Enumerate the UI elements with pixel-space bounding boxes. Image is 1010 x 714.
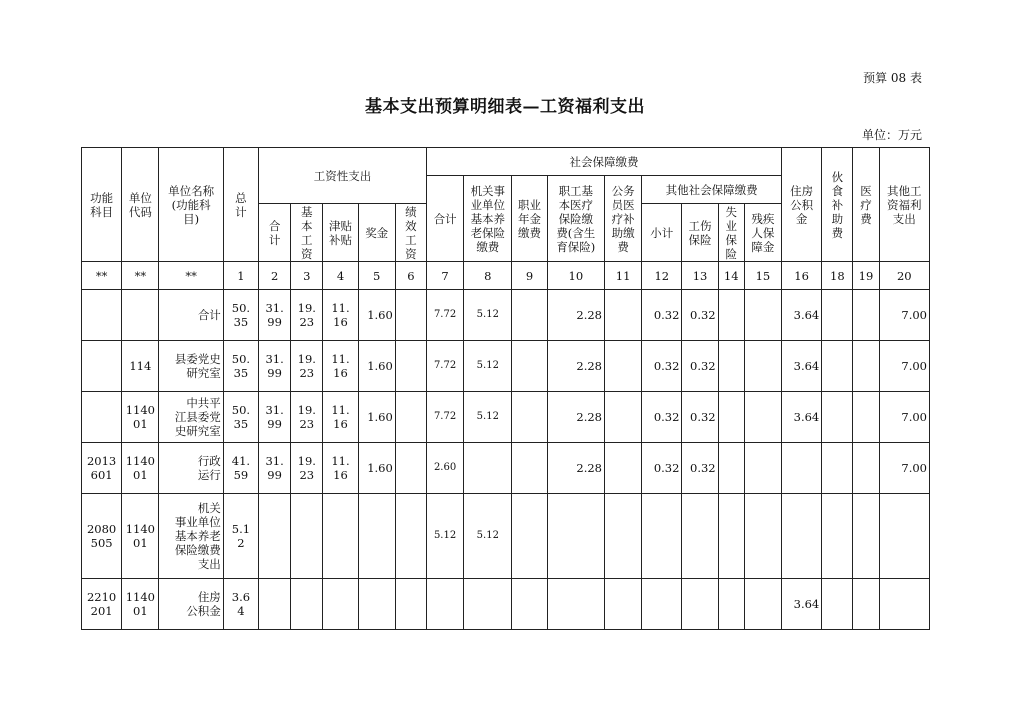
header-civil-medical (604, 176, 641, 262)
table-cell (291, 494, 323, 579)
table-cell (259, 494, 291, 579)
index-cell: 15 (744, 262, 781, 290)
table-cell (547, 494, 604, 579)
table-cell: 5.12 (426, 494, 463, 579)
table-cell: 0.32 (682, 290, 718, 341)
table-cell: 机关 事业单位 基本养老 保险缴费 支出 (159, 494, 223, 579)
index-cell: 6 (395, 262, 426, 290)
header-unemployment (718, 204, 744, 262)
table-cell: 19. 23 (291, 392, 323, 443)
index-cell: 10 (547, 262, 604, 290)
table-cell (718, 494, 744, 579)
header-text: 住房 公积 金 (790, 183, 814, 226)
table-cell (822, 494, 853, 579)
table-cell: 19. 23 (291, 341, 323, 392)
header-text: 伙 食 补 助 费 (831, 169, 844, 240)
table-cell: 1140 01 (122, 392, 159, 443)
table-cell (604, 494, 641, 579)
header-medical-fee (853, 148, 879, 262)
table-cell (604, 579, 641, 630)
table-cell: 41. 59 (223, 443, 258, 494)
header-text: 奖金 (365, 225, 389, 240)
header-pension (464, 176, 512, 262)
header-text: 绩 效 工 资 (405, 204, 417, 261)
table-cell (426, 579, 463, 630)
table-cell: 3.6 4 (223, 579, 258, 630)
header-text: 医 疗 费 (860, 183, 872, 226)
table-cell: 50. 35 (223, 392, 258, 443)
table-cell: 0.32 (642, 341, 682, 392)
header-text: 失 业 保 险 (725, 204, 737, 261)
index-cell: 16 (782, 262, 822, 290)
header-unit-code (122, 148, 159, 262)
table-cell: 5.12 (464, 341, 512, 392)
index-cell: 19 (853, 262, 879, 290)
table-cell (718, 443, 744, 494)
header-text: 小计 (650, 225, 674, 240)
table-cell (879, 494, 929, 579)
index-cell: 9 (512, 262, 547, 290)
header-text: 合 计 (268, 218, 281, 247)
table-cell: 2.60 (426, 443, 463, 494)
table-cell: 11. 16 (323, 290, 358, 341)
index-cell: 7 (426, 262, 463, 290)
header-social-sum (426, 176, 463, 262)
table-cell: 1.60 (358, 443, 395, 494)
table-cell: 1.60 (358, 290, 395, 341)
header-housing-fund (782, 148, 822, 262)
table-cell (395, 579, 426, 630)
header-salary-sum (259, 204, 291, 262)
table-cell: 0.32 (642, 290, 682, 341)
header-annuity (512, 176, 547, 262)
table-row (82, 443, 930, 494)
table-cell: 7.00 (879, 290, 929, 341)
index-cell: 2 (259, 262, 291, 290)
index-cell: 14 (718, 262, 744, 290)
index-cell: 11 (604, 262, 641, 290)
table-cell: 19. 23 (291, 290, 323, 341)
table-cell: 1.60 (358, 341, 395, 392)
table-cell (853, 341, 879, 392)
table-cell (604, 443, 641, 494)
index-cell: ** (122, 262, 159, 290)
table-cell (291, 579, 323, 630)
table-cell (822, 341, 853, 392)
table-cell: 2210 201 (82, 579, 122, 630)
table-cell (259, 579, 291, 630)
table-cell: 50. 35 (223, 341, 258, 392)
table-cell (547, 579, 604, 630)
header-text: 合计 (433, 211, 457, 226)
table-cell (822, 579, 853, 630)
table-cell (358, 579, 395, 630)
table-cell (642, 579, 682, 630)
header-text: 单位名称 (功能科 目) (168, 183, 215, 226)
table-cell (512, 579, 547, 630)
table-cell: 3.64 (782, 579, 822, 630)
table-cell (604, 290, 641, 341)
table-cell: 19. 23 (291, 443, 323, 494)
table-cell: 31. 99 (259, 392, 291, 443)
table-cell: 114 (122, 341, 159, 392)
table-code: 预算 08 表 (863, 71, 922, 85)
table-cell (323, 579, 358, 630)
index-cell: 3 (291, 262, 323, 290)
table-cell: 7.00 (879, 443, 929, 494)
page-title: 基本支出预算明细表—工资福利支出 (365, 97, 645, 117)
table-cell (744, 290, 781, 341)
table-cell: 5.12 (464, 392, 512, 443)
table-cell: 5.12 (464, 290, 512, 341)
table-cell: 5.12 (464, 494, 512, 579)
header-other-social-group (642, 176, 782, 204)
table-cell (82, 290, 122, 341)
table-cell (782, 494, 822, 579)
table-cell (782, 443, 822, 494)
index-cell: 18 (822, 262, 853, 290)
table-cell (718, 341, 744, 392)
header-text: 基 本 工 资 (301, 204, 313, 261)
table-cell (744, 579, 781, 630)
table-cell: 11. 16 (323, 392, 358, 443)
header-text: 津贴 补贴 (328, 218, 352, 247)
table-cell: 11. 16 (323, 341, 358, 392)
index-cell: 1 (223, 262, 258, 290)
unit-label: 单位：万元 (861, 128, 922, 142)
table-cell: 2013 601 (82, 443, 122, 494)
index-cell: 20 (879, 262, 929, 290)
index-cell: 12 (642, 262, 682, 290)
table-cell (744, 494, 781, 579)
header-text: 功能 科目 (90, 190, 114, 219)
header-text: 工资性支出 (313, 168, 372, 183)
header-salary-group (259, 148, 427, 204)
header-text: 总 计 (235, 190, 247, 219)
table-cell: 1.60 (358, 392, 395, 443)
table-cell (642, 494, 682, 579)
table-cell: 1140 01 (122, 494, 159, 579)
table-row (82, 494, 930, 579)
table-cell: 2.28 (547, 341, 604, 392)
table-cell (358, 494, 395, 579)
table-cell: 0.32 (642, 392, 682, 443)
table-cell: 31. 99 (259, 443, 291, 494)
table-cell (879, 579, 929, 630)
table-cell: 0.32 (642, 443, 682, 494)
table-cell: 7.72 (426, 392, 463, 443)
header-text: 单位 代码 (128, 190, 152, 219)
table-cell: 1140 01 (122, 579, 159, 630)
table-cell: 50. 35 (223, 290, 258, 341)
table-cell (395, 341, 426, 392)
table-cell (464, 443, 512, 494)
header-unit-name (159, 148, 223, 262)
table-cell (604, 392, 641, 443)
index-cell: 4 (323, 262, 358, 290)
table-cell: 5.1 2 (223, 494, 258, 579)
header-sub-total (642, 204, 682, 262)
header-allowance (323, 204, 358, 262)
table-cell (604, 341, 641, 392)
table-cell (853, 443, 879, 494)
table-cell (822, 290, 853, 341)
table-cell (718, 579, 744, 630)
header-text: 公务 员医 疗补 助缴 费 (611, 183, 635, 254)
header-perf-salary (395, 204, 426, 262)
table-cell: 2.28 (547, 290, 604, 341)
table-cell (744, 443, 781, 494)
table-row (82, 392, 930, 443)
header-text: 职工基 本医疗 保险缴 费(含生 育保险) (556, 183, 596, 254)
header-text: 职业 年金 缴费 (518, 197, 542, 240)
index-cell: ** (159, 262, 223, 290)
data-rows (82, 290, 930, 630)
header-injury (682, 204, 718, 262)
table-cell (853, 494, 879, 579)
header-medical (547, 176, 604, 262)
table-cell: 3.64 (782, 392, 822, 443)
table-cell (512, 341, 547, 392)
table-cell (82, 392, 122, 443)
table-cell: 县委党史 研究室 (159, 341, 223, 392)
table-cell (512, 290, 547, 341)
header-text: 其他社会保障缴费 (665, 182, 758, 197)
table-cell (395, 392, 426, 443)
table-cell: 0.32 (682, 341, 718, 392)
table-row (82, 290, 930, 341)
table-row (82, 579, 930, 630)
table-cell: 0.32 (682, 392, 718, 443)
table-cell (853, 579, 879, 630)
table-cell (464, 579, 512, 630)
table-cell (395, 290, 426, 341)
header-text: 机关事 业单位 基本养 老保险 缴费 (470, 183, 506, 254)
table-cell: 0.32 (682, 443, 718, 494)
index-cell: ** (82, 262, 122, 290)
budget-table (81, 147, 930, 630)
table-cell: 中共平 江县委党 史研究室 (159, 392, 223, 443)
table-cell: 31. 99 (259, 290, 291, 341)
table-cell (853, 392, 879, 443)
table-cell: 31. 99 (259, 341, 291, 392)
table-cell: 行政 运行 (159, 443, 223, 494)
table-cell (512, 392, 547, 443)
table-cell: 2080 505 (82, 494, 122, 579)
table-cell (682, 494, 718, 579)
table-cell (323, 494, 358, 579)
table-cell (822, 392, 853, 443)
table-cell: 1140 01 (122, 443, 159, 494)
table-cell (122, 290, 159, 341)
index-row (82, 262, 930, 290)
header-bonus (358, 204, 395, 262)
table-cell: 3.64 (782, 341, 822, 392)
table-cell (718, 392, 744, 443)
table-cell (718, 290, 744, 341)
table-cell: 合计 (159, 290, 223, 341)
table-cell: 7.00 (879, 392, 929, 443)
table-cell: 2.28 (547, 392, 604, 443)
header-basic-salary (291, 204, 323, 262)
table-cell (744, 341, 781, 392)
table-cell (512, 443, 547, 494)
table-cell (853, 290, 879, 341)
header-text: 社会保障缴费 (569, 154, 639, 169)
index-cell: 5 (358, 262, 395, 290)
table-cell: 2.28 (547, 443, 604, 494)
header-social-group (426, 148, 781, 176)
table-cell: 11. 16 (323, 443, 358, 494)
index-cell: 8 (464, 262, 512, 290)
header-func-code (82, 148, 122, 262)
table-cell (682, 579, 718, 630)
table-cell: 住房 公积金 (159, 579, 223, 630)
header-disability (744, 204, 781, 262)
table-cell: 7.00 (879, 341, 929, 392)
index-cell: 13 (682, 262, 718, 290)
table-cell (822, 443, 853, 494)
table-cell: 7.72 (426, 290, 463, 341)
header-meal-subsidy (822, 148, 853, 262)
table-cell: 7.72 (426, 341, 463, 392)
table-cell (395, 494, 426, 579)
header-total (223, 148, 258, 262)
header-text: 残疾 人保 障金 (751, 211, 775, 254)
table-cell (512, 494, 547, 579)
table-cell (744, 392, 781, 443)
header-text: 工伤 保险 (688, 218, 712, 247)
table-cell (395, 443, 426, 494)
header-text: 其他工 资福利 支出 (887, 183, 922, 226)
table-cell: 3.64 (782, 290, 822, 341)
header-other-welfare (879, 148, 929, 262)
table-cell (82, 341, 122, 392)
table-row (82, 341, 930, 392)
